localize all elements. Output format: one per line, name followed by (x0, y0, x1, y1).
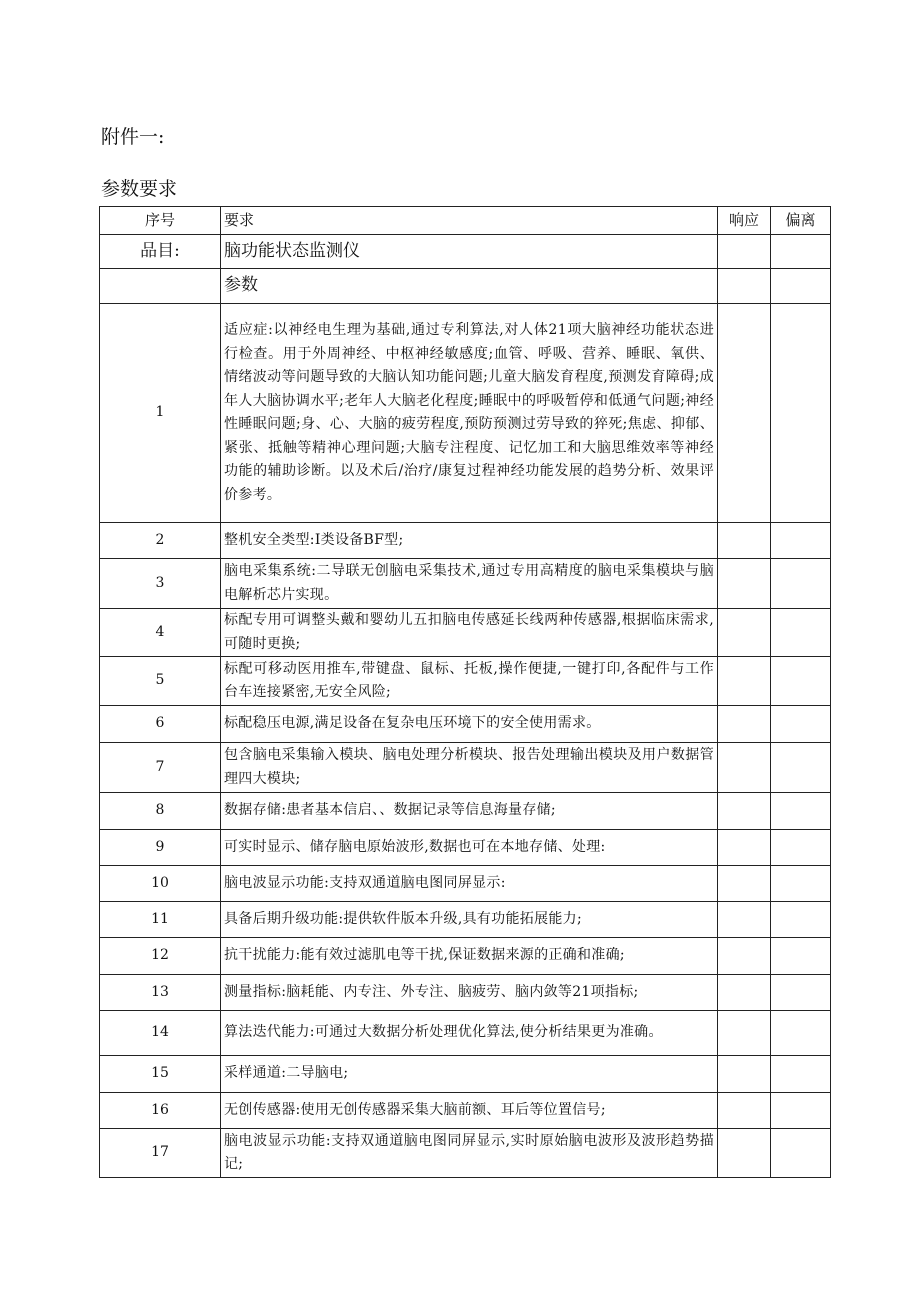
row-requirement: 包含脑电采集输入模块、脑电处理分析模块、报告处理输出模块及用户数据管理四大模块; (221, 743, 718, 793)
deviation-cell[interactable] (771, 866, 831, 902)
response-cell[interactable] (718, 1011, 771, 1056)
deviation-cell[interactable] (771, 743, 831, 793)
row-requirement: 标配可移动医用推车,带键盘、鼠标、托板,操作便捷,一键打印,各配件与工作台车连接紧密,无安全风险; (221, 657, 718, 706)
response-cell[interactable] (718, 657, 771, 706)
deviation-cell[interactable] (771, 793, 831, 830)
row-requirement: 适应症:以神经电生理为基础,通过专利算法,对人体21项大脑神经功能状态进行检查。用于外周神经、中枢神经敏感度;血管、呼吸、营养、睡眠、氧供、情绪波动等问题导致的大脑认知功能问题;儿童大脑发育程度,预测发育障碍;成年人大脑协调水平;老年人大脑老化程度;睡眠中的呼吸暂停和低通气问题;神经性睡眠问题;身、心、大脑的疲劳程度,预防预测过劳导致的猝死;焦虑、抑郁、紧张、抵触等精神心理问题;大脑专注程度、记忆加工和大脑思维效率等神经功能的辅助诊断。以及术后/治疗/康复过程神经功能发展的趋势分析、效果评价参考。 (221, 304, 718, 523)
deviation-cell[interactable] (771, 1011, 831, 1056)
table-row (100, 1011, 831, 1056)
deviation-cell[interactable] (771, 269, 831, 304)
row-number: 13 (100, 975, 221, 1011)
row-requirement: 无创传感器:使用无创传感器采集大脑前额、耳后等位置信号; (221, 1093, 718, 1129)
row-number: 5 (100, 657, 221, 706)
table-row (100, 559, 831, 609)
item-label: 品目: (100, 235, 221, 269)
table-row (100, 1093, 831, 1129)
deviation-cell[interactable] (771, 902, 831, 938)
table-row (100, 706, 831, 743)
response-cell[interactable] (718, 269, 771, 304)
deviation-cell[interactable] (771, 1093, 831, 1129)
row-number: 3 (100, 559, 221, 609)
row-requirement: 采样通道:二导脑电; (221, 1056, 718, 1093)
row-requirement: 标配稳压电源,满足设备在复杂电压环境下的安全使用需求。 (221, 706, 718, 743)
table-row (100, 1056, 831, 1093)
table-row (100, 793, 831, 830)
response-cell[interactable] (718, 706, 771, 743)
deviation-cell[interactable] (771, 830, 831, 866)
deviation-cell[interactable] (771, 559, 831, 609)
deviation-cell[interactable] (771, 1129, 831, 1178)
requirements-table (99, 206, 831, 1178)
row-number: 10 (100, 866, 221, 902)
response-cell[interactable] (718, 559, 771, 609)
response-cell[interactable] (718, 523, 771, 559)
response-cell[interactable] (718, 902, 771, 938)
row-requirement: 整机安全类型:I类设备BF型; (221, 523, 718, 559)
row-number: 6 (100, 706, 221, 743)
response-cell[interactable] (718, 743, 771, 793)
response-cell[interactable] (718, 1056, 771, 1093)
row-requirement: 脑电采集系统:二导联无创脑电采集技术,通过专用高精度的脑电采集模块与脑电解析芯片实现。 (221, 559, 718, 609)
section-title: 参数要求 (101, 178, 178, 200)
header-deviation: 偏离 (771, 207, 831, 235)
deviation-cell[interactable] (771, 938, 831, 975)
response-cell[interactable] (718, 938, 771, 975)
header-no: 序号 (100, 207, 221, 235)
deviation-cell[interactable] (771, 523, 831, 559)
table-row (100, 304, 831, 523)
header-response: 响应 (718, 207, 771, 235)
row-number: 12 (100, 938, 221, 975)
deviation-cell[interactable] (771, 609, 831, 657)
response-cell[interactable] (718, 793, 771, 830)
row-number: 9 (100, 830, 221, 866)
table-row (100, 975, 831, 1011)
table-row (100, 657, 831, 706)
deviation-cell[interactable] (771, 304, 831, 523)
row-requirement: 测量指标:脑耗能、内专注、外专注、脑疲劳、脑内敛等21项指标; (221, 975, 718, 1011)
header-requirement: 要求 (221, 207, 718, 235)
params-row (100, 269, 831, 304)
row-number: 7 (100, 743, 221, 793)
row-number: 4 (100, 609, 221, 657)
row-requirement: 数据存储:患者基本信启、、数据记录等信息海量存储; (221, 793, 718, 830)
response-cell[interactable] (718, 235, 771, 269)
row-number: 11 (100, 902, 221, 938)
table-row (100, 743, 831, 793)
response-cell[interactable] (718, 609, 771, 657)
params-label: 参数 (221, 269, 718, 304)
table-row (100, 609, 831, 657)
row-requirement: 具备后期升级功能:提供软件版本升级,具有功能拓展能力; (221, 902, 718, 938)
item-row (100, 235, 831, 269)
deviation-cell[interactable] (771, 657, 831, 706)
table-header-row (100, 207, 831, 235)
deviation-cell[interactable] (771, 975, 831, 1011)
row-requirement: 算法迭代能力:可通过大数据分析处理优化算法,使分析结果更为准确。 (221, 1011, 718, 1056)
response-cell[interactable] (718, 975, 771, 1011)
row-number: 1 (100, 304, 221, 523)
row-requirement: 脑电波显示功能:支持双通道脑电图同屏显示: (221, 866, 718, 902)
row-number: 2 (100, 523, 221, 559)
response-cell[interactable] (718, 1093, 771, 1129)
row-number: 15 (100, 1056, 221, 1093)
row-number: 14 (100, 1011, 221, 1056)
row-number: 17 (100, 1129, 221, 1178)
table-row (100, 830, 831, 866)
params-no-cell (100, 269, 221, 304)
table-row (100, 902, 831, 938)
row-number: 16 (100, 1093, 221, 1129)
response-cell[interactable] (718, 866, 771, 902)
response-cell[interactable] (718, 1129, 771, 1178)
row-requirement: 抗干扰能力:能有效过滤肌电等干扰,保证数据来源的正确和准确; (221, 938, 718, 975)
deviation-cell[interactable] (771, 706, 831, 743)
table-row (100, 938, 831, 975)
response-cell[interactable] (718, 830, 771, 866)
deviation-cell[interactable] (771, 235, 831, 269)
item-name: 脑功能状态监测仪 (221, 235, 718, 269)
attachment-title: 附件一: (101, 126, 165, 148)
row-requirement: 标配专用可调整头戴和婴幼儿五扣脑电传感延长线两种传感器,根据临床需求,可随时更换; (221, 609, 718, 657)
table-row (100, 1129, 831, 1178)
table-row (100, 866, 831, 902)
deviation-cell[interactable] (771, 1056, 831, 1093)
row-number: 8 (100, 793, 221, 830)
table-row (100, 523, 831, 559)
response-cell[interactable] (718, 304, 771, 523)
row-requirement: 脑电波显示功能:支持双通道脑电图同屏显示,实时原始脑电波形及波形趋势描记; (221, 1129, 718, 1178)
row-requirement: 可实时显示、储存脑电原始波形,数据也可在本地存储、处理: (221, 830, 718, 866)
